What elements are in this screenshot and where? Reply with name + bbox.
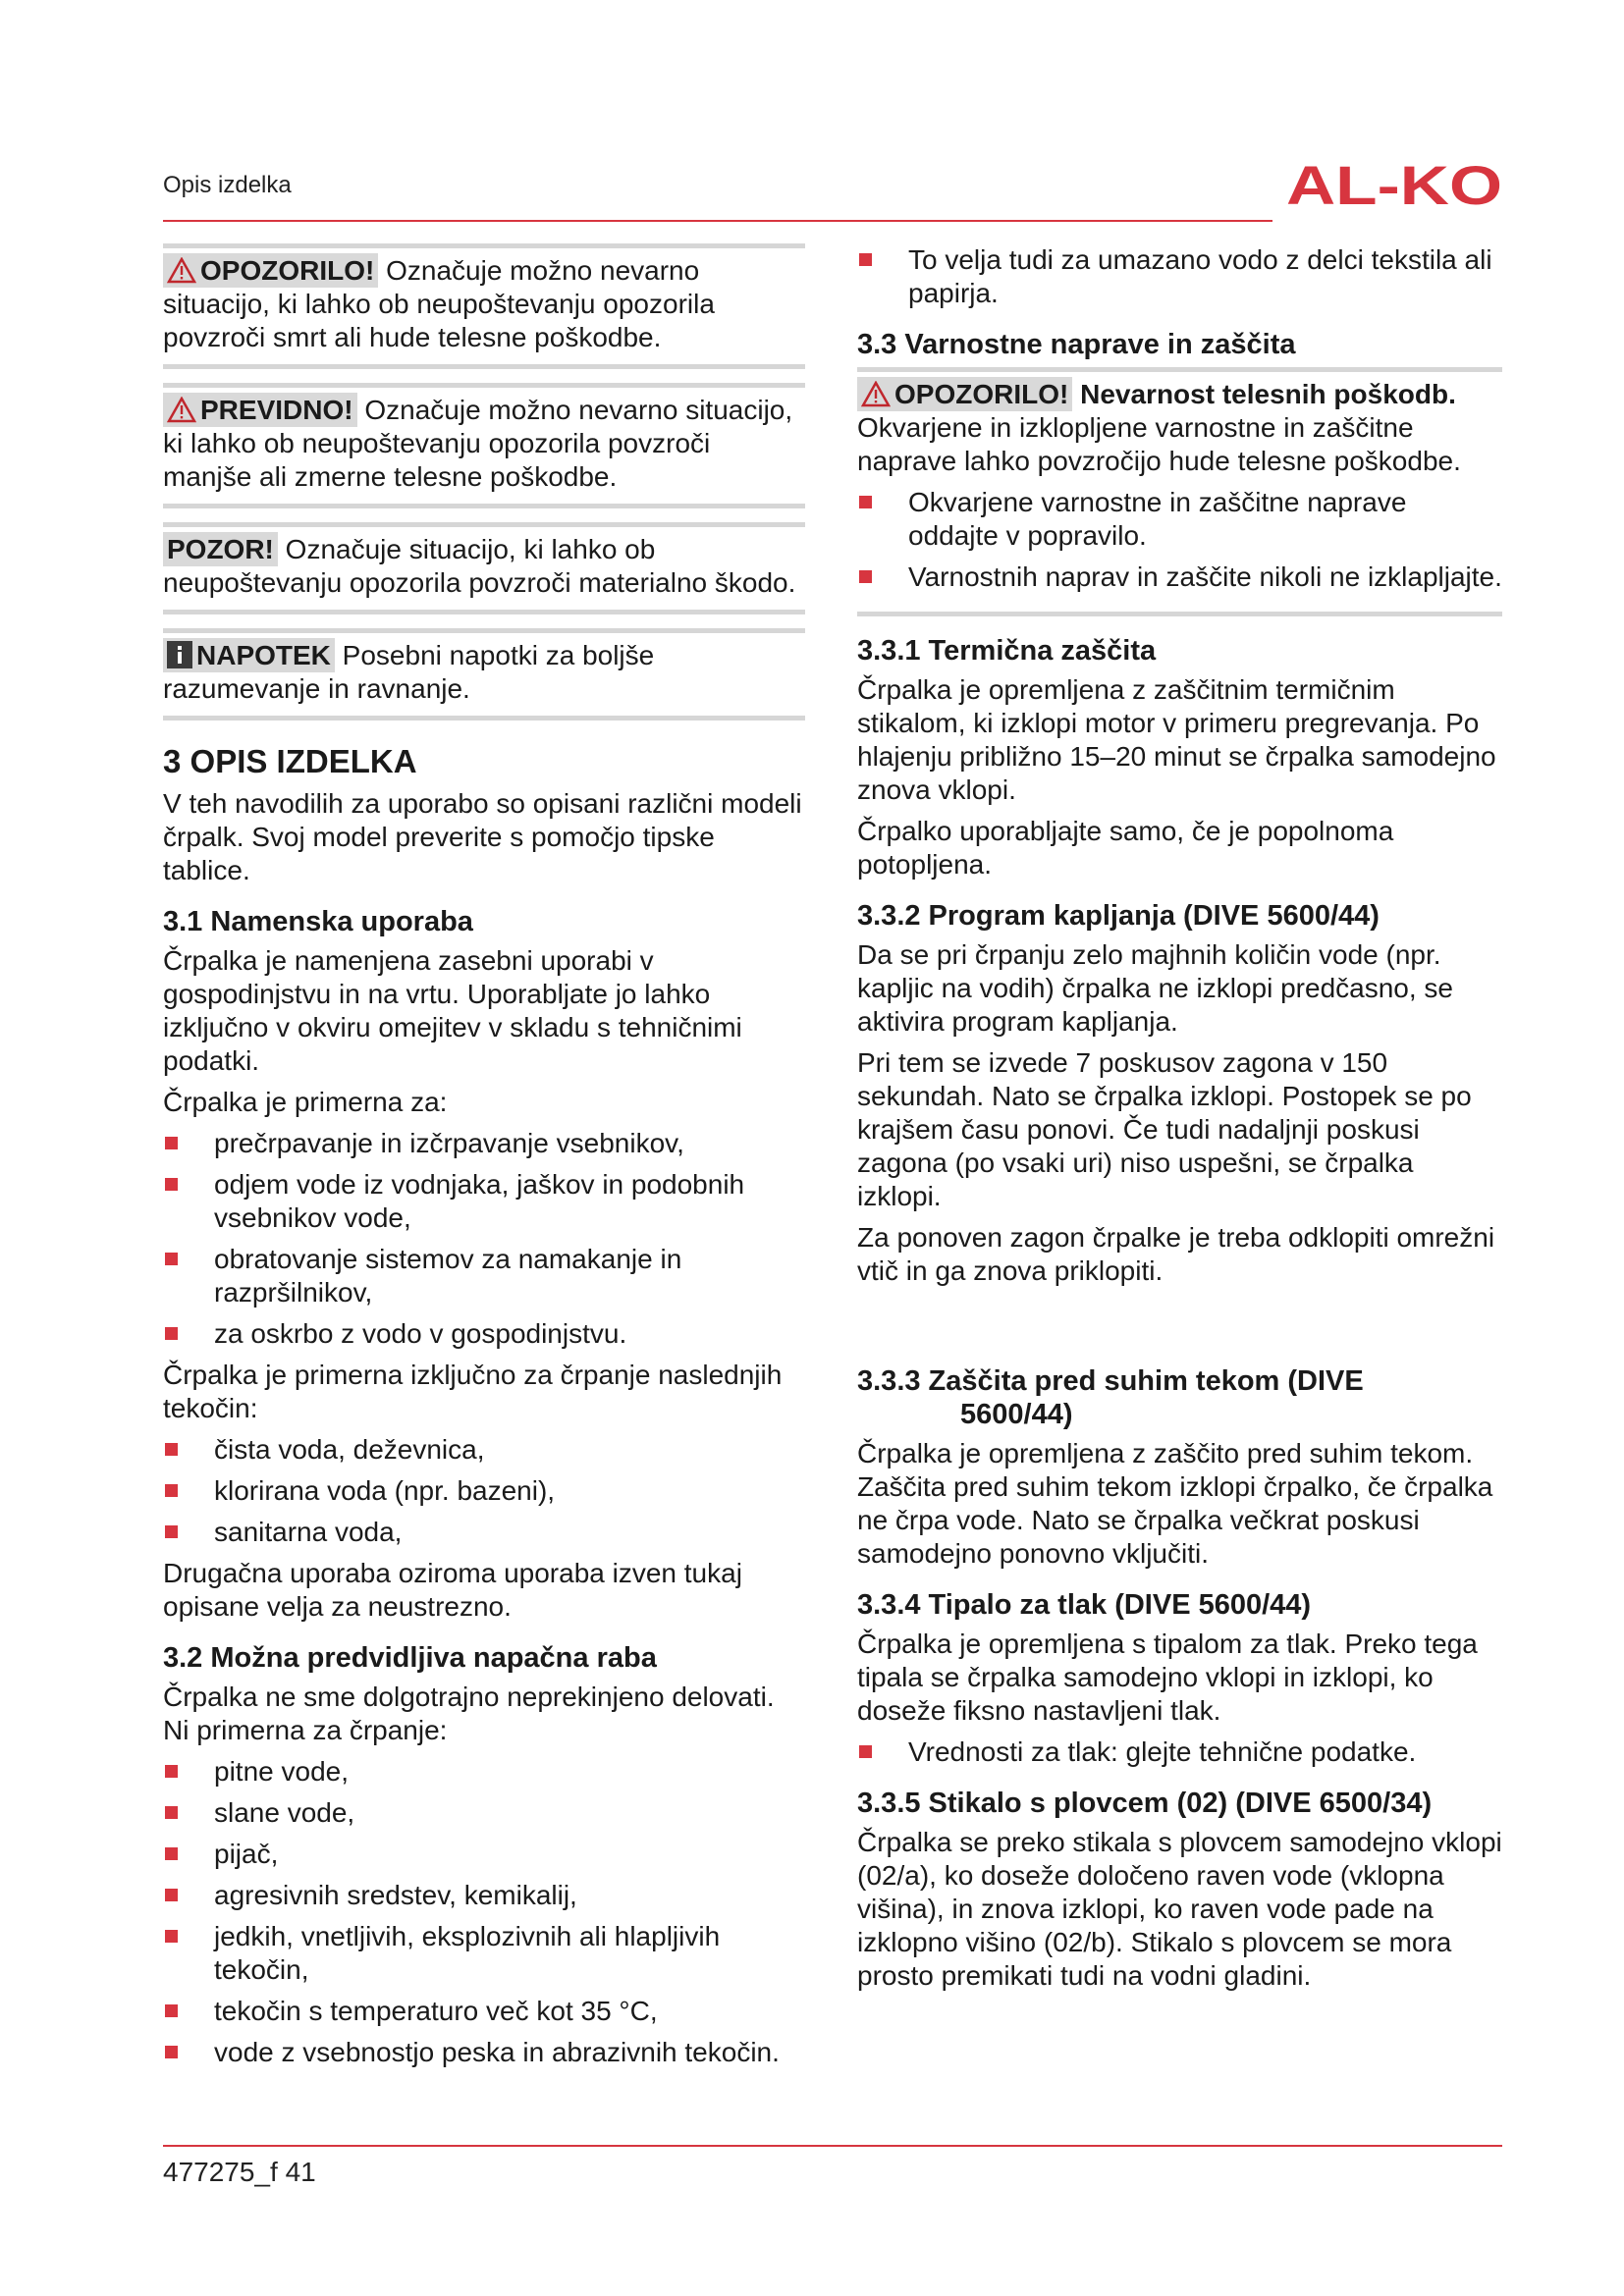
paragraph: Črpalka je opremljena s tipalom za tlak. Preko tega tipala se črpalka samodejno vklopi in izklopi, ko doseže fiksno nastavljeni tlak. <box>857 1629 1478 1726</box>
paragraph: Črpalko uporabljajte samo, če je popolnoma potopljena. <box>857 816 1394 880</box>
list-item: Vrednosti za tlak: glejte tehnične podatke. <box>857 1735 1502 1769</box>
subsection-title: 3.3.4 Tipalo za tlak (DIVE 5600/44) <box>857 1589 1312 1621</box>
list-item: jedkih, vnetljivih, eksplozivnih ali hlapljivih tekočin, <box>163 1920 805 1987</box>
subsection-title: 3.1 Namenska uporaba <box>163 906 473 937</box>
warning-icon <box>167 397 196 423</box>
note-warning: OPOZORILO! Označuje možno nevarno situacijo, ki lahko ob neupoštevanju opozorila povzroči smrt ali hude telesne poškodbe. <box>163 243 805 369</box>
left-column <box>163 243 805 2077</box>
bullet-list <box>857 243 1502 310</box>
note-tag: NAPOTEK <box>163 638 335 672</box>
subsection-title: 3.3.5 Stikalo s plovcem (02) (DIVE 6500/34) <box>857 1788 1433 1819</box>
bullet-list <box>857 1735 1502 1769</box>
section-title: 3 OPIS IZDELKA <box>163 743 417 779</box>
list-item: pitne vode, <box>163 1755 805 1789</box>
paragraph: Za ponoven zagon črpalke je treba odklopiti omrežni vtič in ga znova priklopiti. <box>857 1222 1495 1286</box>
paragraph: Da se pri črpanju zelo majhnih količin vode (npr. kapljic na vodih) črpalka ne izklopi predčasno, se aktivira program kapljanja. <box>857 939 1453 1037</box>
list-item: To velja tudi za umazano vodo z delci tekstila ali papirja. <box>857 243 1502 310</box>
note-tag: OPOZORILO! <box>857 377 1072 411</box>
list-item: čista voda, deževnica, <box>163 1433 805 1467</box>
list-item: pijač, <box>163 1838 805 1871</box>
list-item: agresivnih sredstev, kemikalij, <box>163 1879 805 1912</box>
warning-icon <box>861 381 891 407</box>
subsection-title: 3.3 Varnostne naprave in zaščita <box>857 329 1296 360</box>
header-rule <box>163 220 1272 222</box>
bullet-list <box>857 486 1502 594</box>
note-warning: OPOZORILO! Nevarnost telesnih poškodb. Okvarjene in izklopljene varnostne in zaščitne naprave lahko povzročijo hude telesne poškodbe. Okvarjene varnostne in zaščitne naprave oddajte v popravilo. Varnostnih naprav in zaščite nikoli ne izklapljajte. <box>857 367 1502 616</box>
note-tag: OPOZORILO! <box>163 253 378 288</box>
note-caution: PREVIDNO! Označuje možno nevarno situacijo, ki lahko ob neupoštevanju opozorila povzroči manjše ali zmerne telesne poškodbe. <box>163 383 805 508</box>
list-item: za oskrbo z vodo v gospodinjstvu. <box>163 1317 805 1351</box>
note-tag: POZOR! <box>163 532 278 566</box>
list-item: odjem vode iz vodnjaka, jaškov in podobnih vsebnikov vode, <box>163 1168 805 1235</box>
paragraph: Črpalka je namenjena zasebni uporabi v gospodinjstvu in na vrtu. Uporabljate jo lahko izključno v okviru omejitev v skladu s tehničnimi podatki. <box>163 945 742 1076</box>
warning-icon <box>167 257 196 284</box>
paragraph: Drugačna uporaba oziroma uporaba izven tukaj opisane velja za neustrezno. <box>163 1558 742 1622</box>
paragraph: Črpalka je primerna izključno za črpanje naslednjih tekočin: <box>163 1360 783 1423</box>
info-icon <box>167 641 192 668</box>
footer-rule <box>163 2145 1502 2147</box>
subsection-title: 3.3.1 Termična zaščita <box>857 635 1157 667</box>
list-item: Okvarjene varnostne in zaščitne naprave oddajte v popravilo. <box>857 486 1502 553</box>
paragraph: Črpalka je opremljena z zaščitnim termičnim stikalom, ki izklopi motor v primeru pregrevanja. Po hlajenju približno 15–20 minut se črpalka samodejno znova vklopi. <box>857 674 1496 805</box>
note-tag: PREVIDNO! <box>163 393 357 427</box>
running-header: Opis izdelka <box>163 172 292 198</box>
list-item: obratovanje sistemov za namakanje in razpršilnikov, <box>163 1243 805 1309</box>
bullet-list <box>163 1433 805 1549</box>
note-attention: POZOR! Označuje situacijo, ki lahko ob neupoštevanju opozorila povzroči materialno škodo. <box>163 522 805 614</box>
note-hint: NAPOTEK Posebni napotki za boljše razumevanje in ravnanje. <box>163 628 805 721</box>
list-item: tekočin s temperaturo več kot 35 °C, <box>163 1995 805 2028</box>
list-item: sanitarna voda, <box>163 1516 805 1549</box>
paragraph: Črpalka je primerna za: <box>163 1087 448 1117</box>
list-item: Varnostnih naprav in zaščite nikoli ne izklapljajte. <box>857 561 1502 594</box>
subsection-title: 3.2 Možna predvidljiva napačna raba <box>163 1642 657 1674</box>
subsection-title: 3.3.2 Program kapljanja (DIVE 5600/44) <box>857 900 1380 932</box>
paragraph: Pri tem se izvede 7 poskusov zagona v 150 sekundah. Nato se črpalka izklopi. Postopek se po krajšem času ponovi. Če tudi nadaljnji poskusi zagona (po vsaki uri) niso uspešni, se črpalka izklopi. <box>857 1047 1472 1211</box>
paragraph: V teh navodilih za uporabo so opisani različni modeli črpalk. Svoj model preverite s pomočjo tipske tablice. <box>163 788 802 885</box>
bullet-list <box>163 1127 805 1351</box>
alko-logo <box>1286 155 1502 214</box>
list-item: vode z vsebnostjo peska in abrazivnih tekočin. <box>163 2036 805 2069</box>
paragraph: Črpalka je opremljena z zaščito pred suhim tekom. Zaščita pred suhim tekom izklopi črpalko, če črpalka ne črpa vode. Nato se črpalka večkrat poskusi samodejno ponovno vključiti. <box>857 1438 1493 1569</box>
right-column <box>857 243 1502 2001</box>
svg-text:AL-KO: AL-KO <box>1286 155 1502 214</box>
subsection-title: 3.3.3 Zaščita pred suhim tekom (DIVE 5600/44) <box>857 1365 1364 1430</box>
list-item: prečrpavanje in izčrpavanje vsebnikov, <box>163 1127 805 1160</box>
bullet-list <box>163 1755 805 2069</box>
paragraph: Črpalka ne sme dolgotrajno neprekinjeno delovati. Ni primerna za črpanje: <box>163 1682 775 1745</box>
page-footer: 477275_f 41 <box>163 2157 316 2187</box>
list-item: slane vode, <box>163 1796 805 1830</box>
paragraph: Črpalka se preko stikala s plovcem samodejno vklopi (02/a), ko doseže določeno raven vode (vklopna višina), in znova izklopi, ko raven vode pade na izklopno višino (02/b). Stikalo s plovcem se mora prosto premikati tudi na vodni gladini. <box>857 1827 1502 1991</box>
list-item: klorirana voda (npr. bazeni), <box>163 1474 805 1508</box>
